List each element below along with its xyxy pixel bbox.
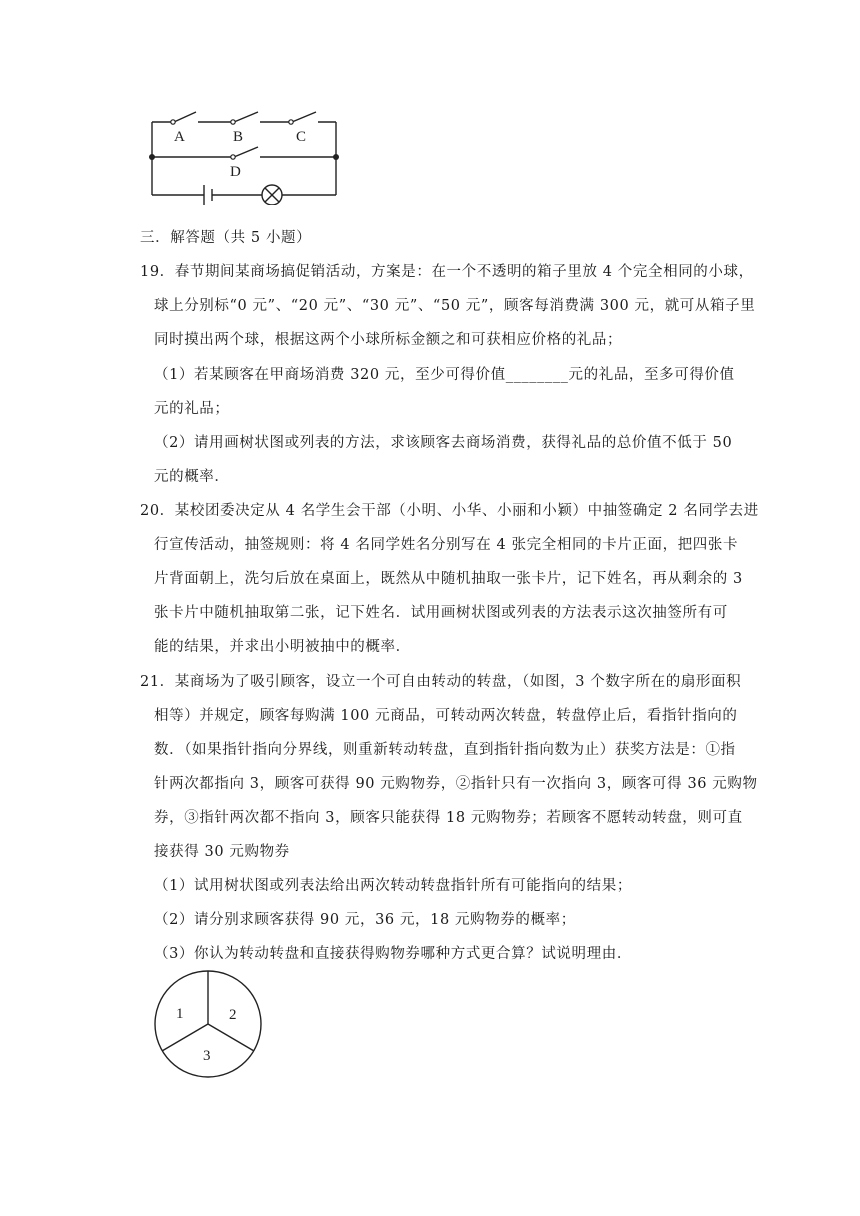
q19-part-1: （1）若某顾客在甲商场消费 320 元，至少可得价值________元的礼品，至多可得价值	[154, 367, 735, 383]
q21-part-3: （3）你认为转动转盘和直接获得购物券哪种方式更合算？试说明理由．	[154, 946, 632, 962]
section-heading: 三．解答题（共 5 小题）	[140, 230, 312, 246]
q21-line-4: 针两次都指向 3，顾客可获得 90 元购物券，②指针只有一次指向 3，顾客可得 36 元购物	[154, 776, 758, 792]
q21-line-6: 接获得 30 元购物券	[154, 844, 290, 860]
q19-part-2-cont: 元的概率．	[154, 469, 230, 485]
spinner-sector-2: 2	[229, 1007, 237, 1023]
switch-label-b: B	[233, 129, 244, 145]
circuit-diagram	[140, 105, 350, 205]
spinner-diagram	[148, 970, 268, 1082]
q21-part-1: （1）试用树状图或列表法给出两次转动转盘指针所有可能指向的结果；	[154, 878, 632, 894]
q20-line-4: 张卡片中随机抽取第二张，记下姓名．试用画树状图或列表的方法表示这次抽签所有可	[154, 605, 728, 621]
switch-label-a: A	[174, 129, 185, 145]
q21-line-2: 相等）并规定，顾客每购满 100 元商品，可转动两次转盘，转盘停止后，看指针指向的	[154, 708, 738, 724]
spinner-sector-1: 1	[176, 1006, 184, 1022]
q21-line-3: 数．（如果指针指向分界线，则重新转动转盘，直到指针指向数为止）获奖方法是：①指	[154, 742, 736, 758]
q19-line-2: 球上分别标“0 元”、“20 元”、“30 元”、“50 元”，顾客每消费满 300 元，就可从箱子里	[154, 298, 756, 314]
q19-line-3: 同时摸出两个球，根据这两个小球所标金额之和可获相应价格的礼品；	[154, 332, 623, 348]
q21-part-2: （2）请分别求顾客获得 90 元，36 元，18 元购物券的概率；	[154, 912, 576, 928]
spinner-sector-3: 3	[203, 1048, 211, 1064]
q19-part-2: （2）请用画树状图或列表的方法，求该顾客去商场消费，获得礼品的总价值不低于 50	[154, 435, 733, 451]
q21-line-1: 21．某商场为了吸引顾客，设立一个可自由转动的转盘，（如图，3 个数字所在的扇形面积	[140, 674, 742, 690]
q21-line-5: 券，③指针两次都不指向 3，顾客只能获得 18 元购物券；若顾客不愿转动转盘，则可直	[154, 810, 743, 826]
q19-part-1-cont: 元的礼品；	[154, 401, 230, 417]
q19-line-1: 19．春节期间某商场搞促销活动，方案是：在一个不透明的箱子里放 4 个完全相同的小球，	[140, 264, 754, 280]
q20-line-1: 20．某校团委决定从 4 名学生会干部（小明、小华、小丽和小颖）中抽签确定 2 名同学去进	[140, 503, 759, 519]
q20-line-5: 能的结果，并求出小明被抽中的概率．	[154, 639, 411, 655]
q20-line-2: 行宣传活动，抽签规则：将 4 名同学姓名分别写在 4 张完全相同的卡片正面，把四张卡	[154, 537, 739, 553]
switch-label-d: D	[230, 164, 241, 180]
q20-line-3: 片背面朝上，洗匀后放在桌面上，既然从中随机抽取一张卡片，记下姓名，再从剩余的 3	[154, 571, 743, 587]
switch-label-c: C	[296, 129, 307, 145]
